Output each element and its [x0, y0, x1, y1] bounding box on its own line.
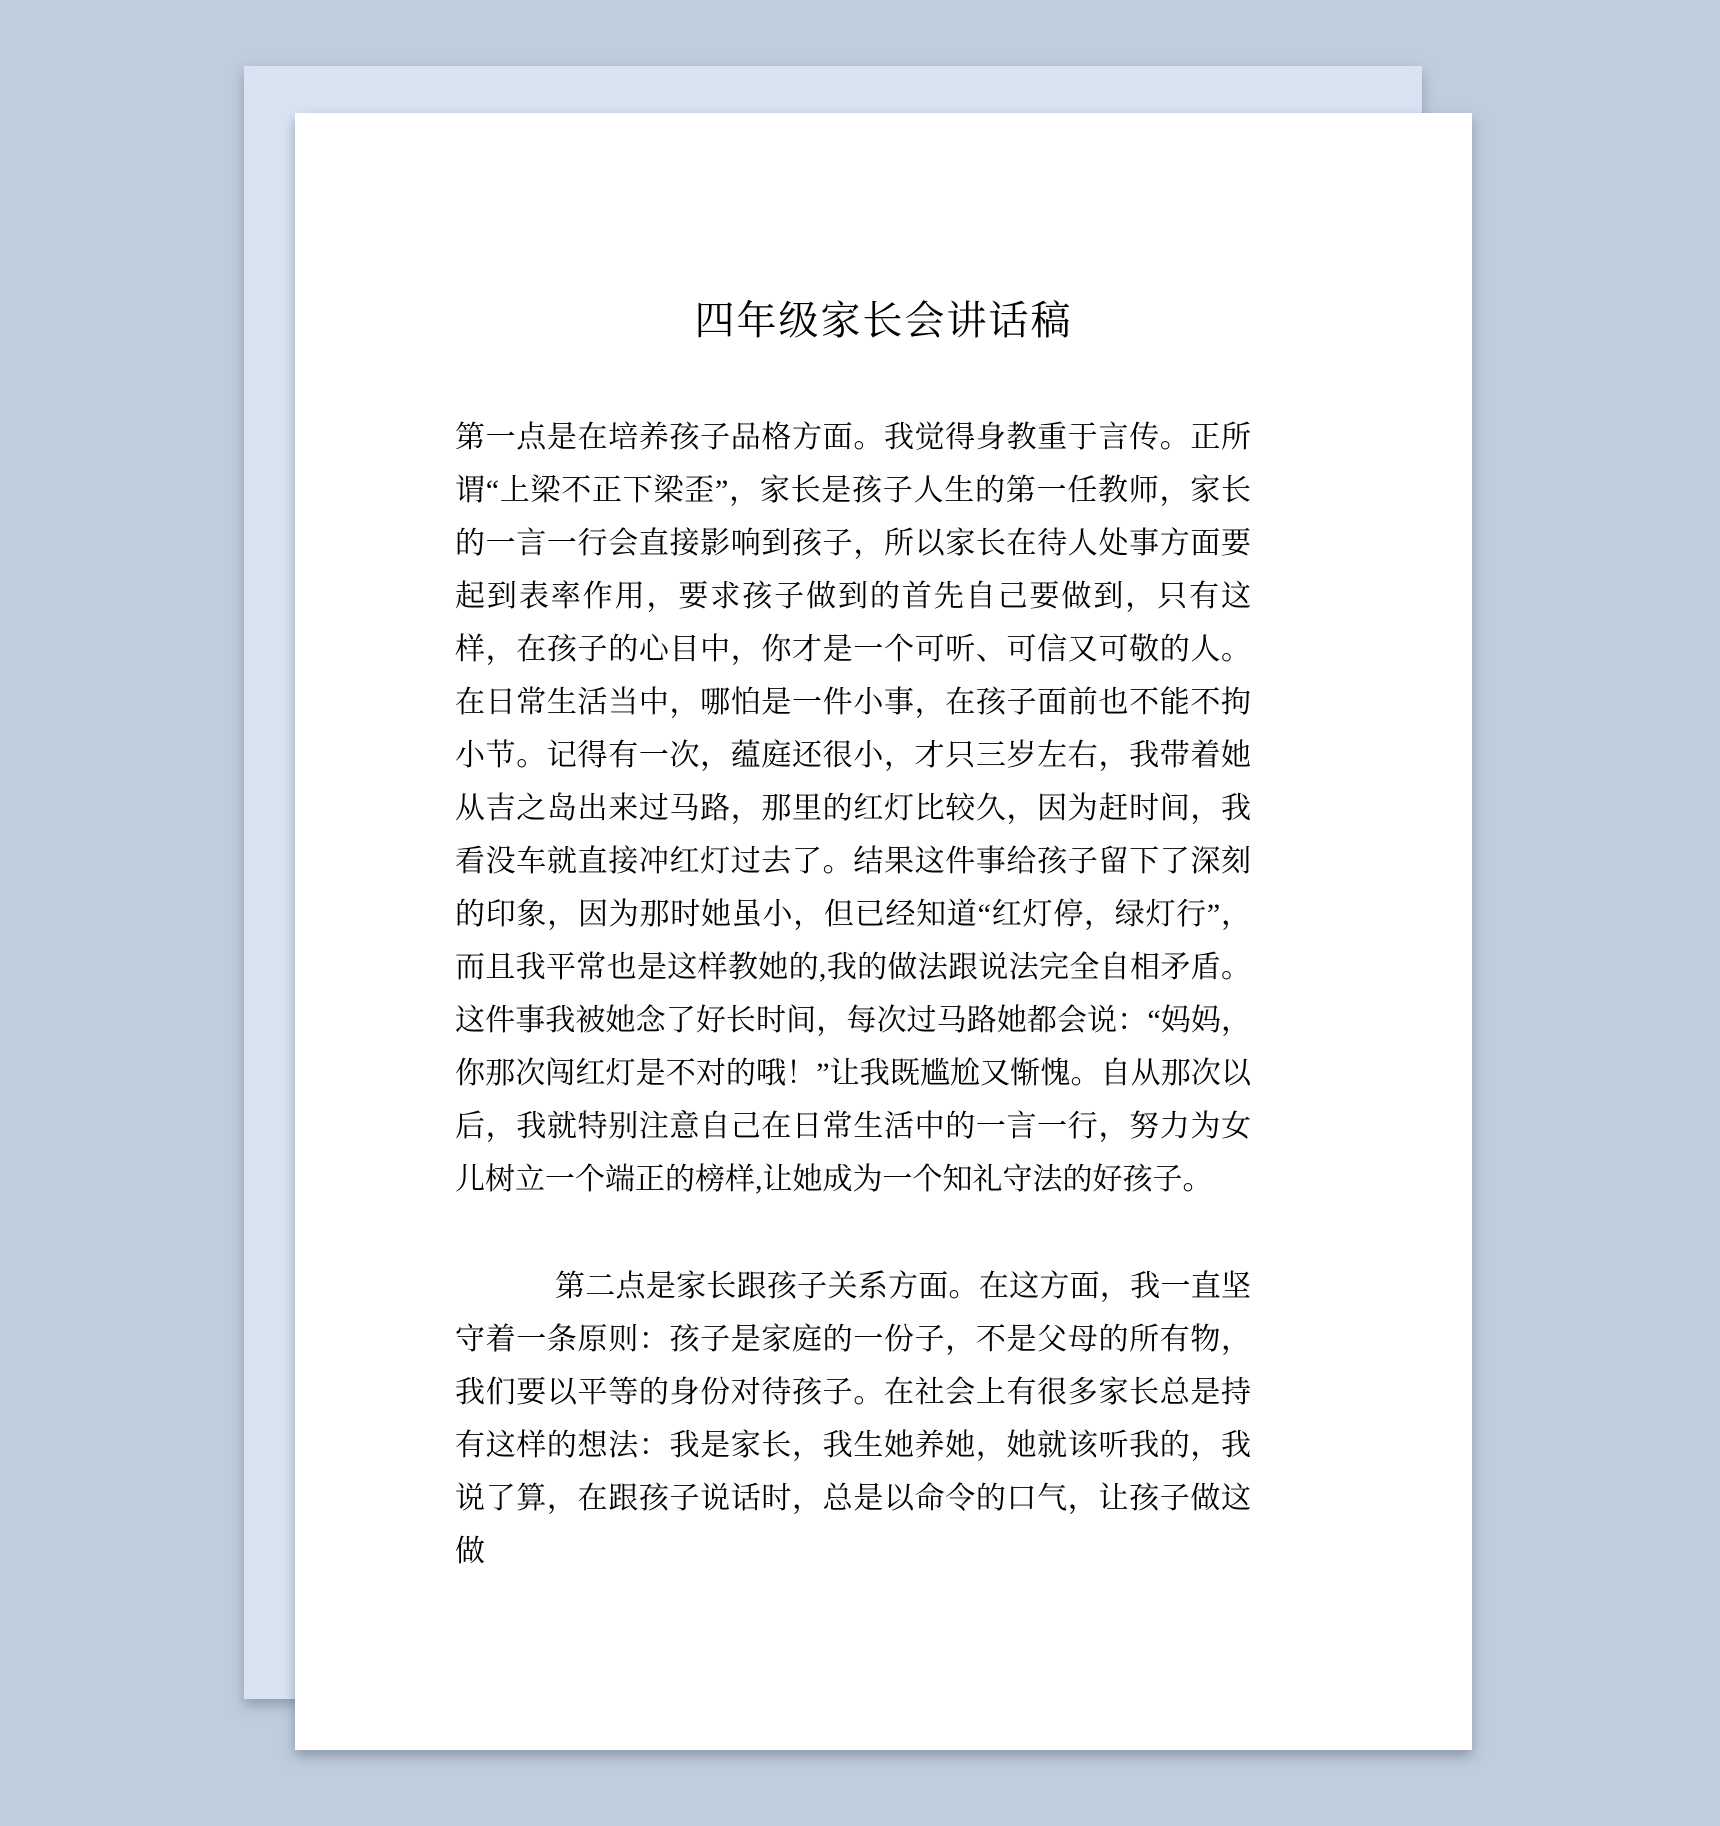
paragraph-2: 第二点是家长跟孩子关系方面。在这方面，我一直坚守着一条原则：孩子是家庭的一份子，不是父母的所有物，我们要以平等的身份对待孩子。在社会上有很多家长总是持有这样的想法：我是家长，我生她养她，她就该听我的，我说了算，在跟孩子说话时，总是以命令的口气，让孩子做这做 — [455, 1270, 1251, 1568]
document-page — [295, 113, 1472, 1750]
document-title: 四年级家长会讲话稿 — [694, 298, 1073, 343]
document-body — [455, 411, 1251, 1578]
paragraph-1: 第一点是在培养孩子品格方面。我觉得身教重于言传。正所谓“上梁不正下梁歪”，家长是孩子人生的第一任教师，家长的一言一行会直接影响到孩子，所以家长在待人处事方面要起到表率作用，要求孩子做到的首先自己要做到，只有这样，在孩子的心目中，你才是一个可听、可信又可敬的人。在日常生活当中，哪怕是一件小事，在孩子面前也不能不拘小节。记得有一次，蕴庭还很小，才只三岁左右，我带着她从吉之岛出来过马路，那里的红灯比较久，因为赶时间，我看没车就直接冲红灯过去了。结果这件事给孩子留下了深刻的印象，因为那时她虽小，但已经知道“红灯停，绿灯行”，而且我平常也是这样教她的,我的做法跟说法完全自相矛盾。这件事我被她念了好长时间，每次过马路她都会说：“妈妈，你那次闯红灯是不对的哦！”让我既尴尬又惭愧。自从那次以后，我就特别注意自己在日常生活中的一言一行，努力为女儿树立一个端正的榜样,让她成为一个知礼守法的好孩子。 — [455, 421, 1251, 1196]
